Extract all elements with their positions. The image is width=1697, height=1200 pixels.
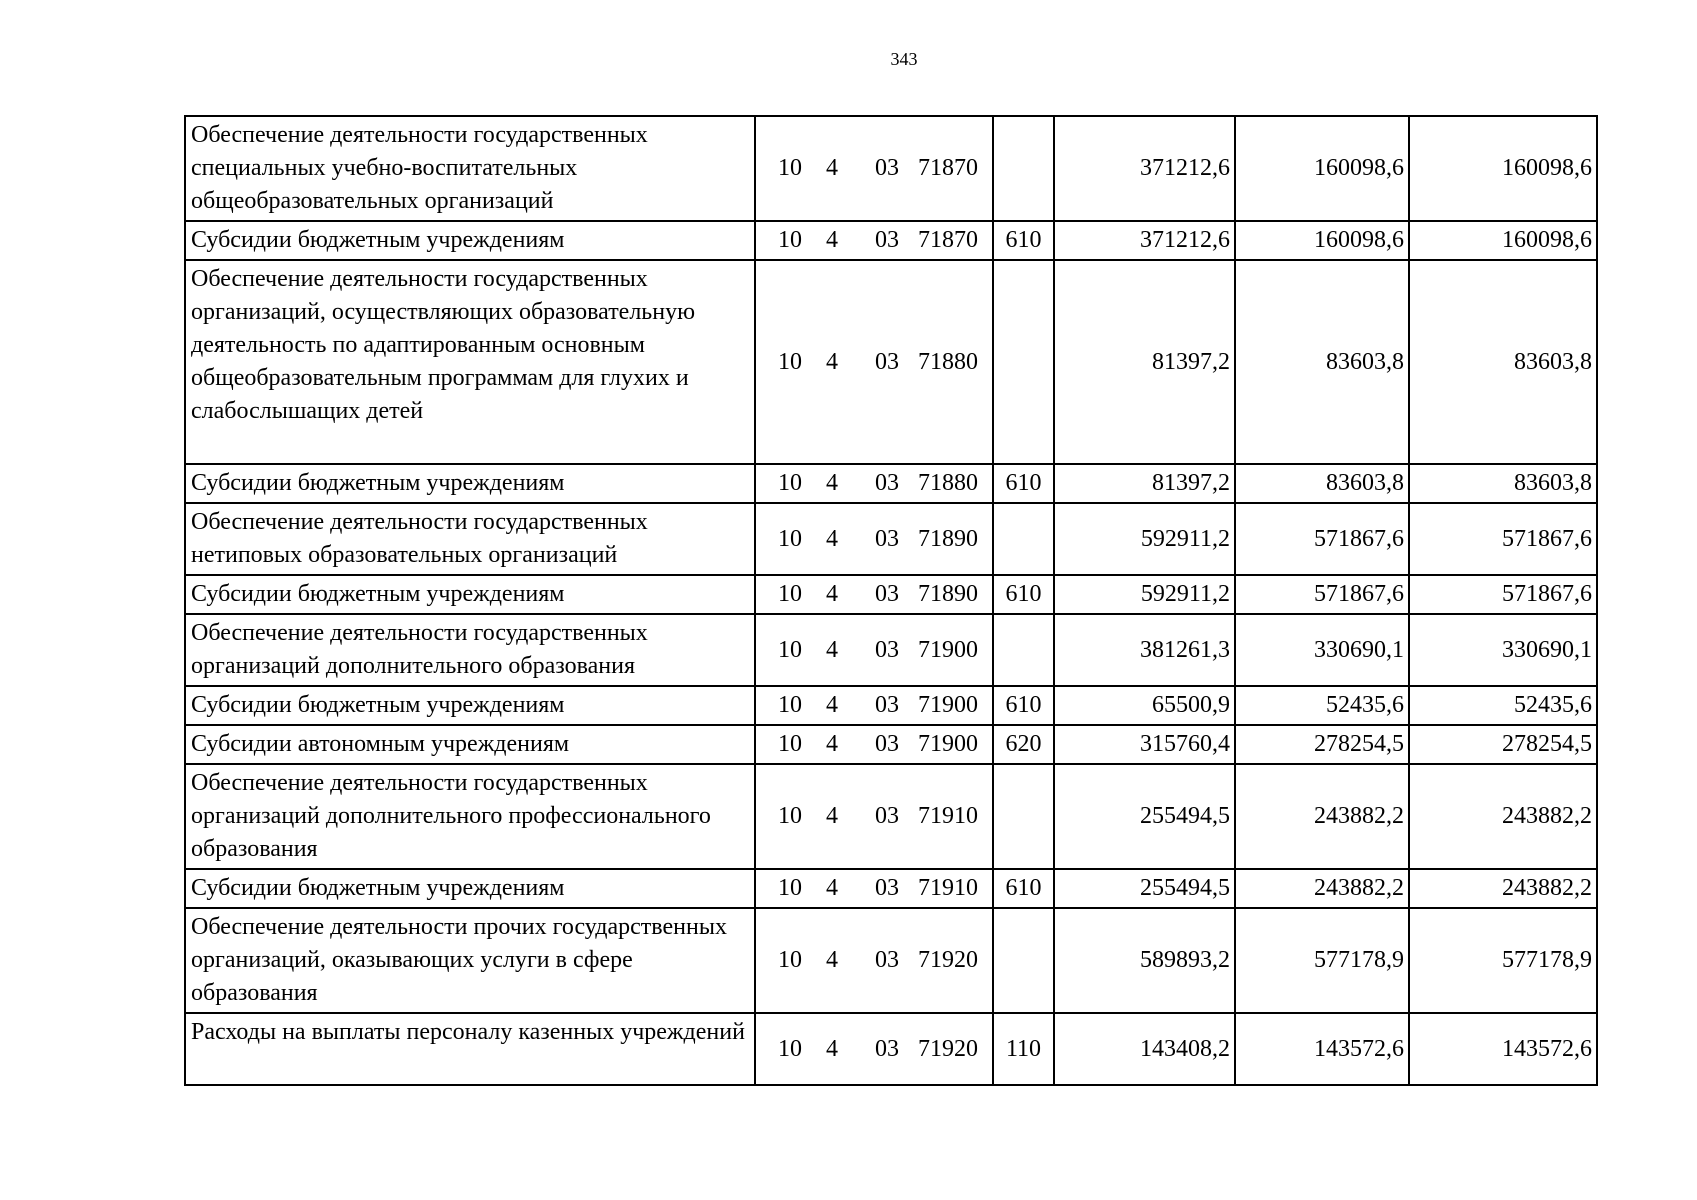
- amount-3: 571867,6: [1409, 503, 1597, 575]
- expense-type: 610: [993, 464, 1054, 503]
- row-name: Обеспечение деятельности государственных нетиповых образовательных организаций: [185, 503, 755, 575]
- code-subsection: 4: [826, 692, 838, 718]
- row-name: Субсидии бюджетным учреждениям: [185, 686, 755, 725]
- row-codes: [755, 503, 993, 575]
- code-section: 10: [778, 1035, 802, 1062]
- table-row: [185, 503, 1597, 575]
- row-codes: [755, 575, 993, 614]
- page-number: 343: [890, 49, 918, 69]
- code-section: 10: [778, 731, 802, 757]
- row-codes: [755, 614, 993, 686]
- code-direction: 71870: [918, 155, 978, 181]
- amount-3: 83603,8: [1409, 260, 1597, 464]
- amount-1: 255494,5: [1054, 764, 1235, 869]
- amount-1: 315760,4: [1054, 725, 1235, 764]
- code-direction: 71920: [918, 1035, 978, 1062]
- code-direction: 71900: [918, 731, 978, 757]
- expense-type: 620: [993, 725, 1054, 764]
- row-name: Обеспечение деятельности государственных специальных учебно-воспитательных общеобразовательных организаций: [185, 116, 755, 221]
- row-name: Обеспечение деятельности государственных организаций, осуществляющих образовательную деятельность по адаптированным основным общеобразовательным программам для глухих и слабослышащих детей: [185, 260, 755, 464]
- code-subsection: 4: [826, 803, 838, 829]
- amount-2: 571867,6: [1235, 503, 1409, 575]
- amount-3: 243882,2: [1409, 869, 1597, 908]
- code-subsection: 4: [826, 470, 838, 496]
- amount-1: 65500,9: [1054, 686, 1235, 725]
- code-section: 10: [778, 581, 802, 607]
- table-row: [185, 869, 1597, 908]
- code-direction: 71890: [918, 525, 978, 552]
- expense-type: [993, 260, 1054, 464]
- amount-3: 52435,6: [1409, 686, 1597, 725]
- amount-3: 571867,6: [1409, 575, 1597, 614]
- amount-3: 160098,6: [1409, 221, 1597, 260]
- row-name: Субсидии бюджетным учреждениям: [185, 221, 755, 260]
- code-direction: 71870: [918, 227, 978, 253]
- amount-2: 83603,8: [1235, 464, 1409, 503]
- amount-2: 330690,1: [1235, 614, 1409, 686]
- row-name: Обеспечение деятельности государственных организаций дополнительного образования: [185, 614, 755, 686]
- expense-type: 610: [993, 221, 1054, 260]
- table-row: [185, 260, 1597, 464]
- code-subsection: 4: [826, 731, 838, 757]
- table-row: [185, 614, 1597, 686]
- budget-table-body: [185, 116, 1597, 1085]
- code-program: 03: [875, 803, 899, 829]
- row-codes: [755, 725, 993, 764]
- code-subsection: 4: [826, 227, 838, 253]
- code-program: 03: [875, 581, 899, 607]
- amount-3: 278254,5: [1409, 725, 1597, 764]
- code-section: 10: [778, 947, 802, 973]
- amount-1: 381261,3: [1054, 614, 1235, 686]
- amount-2: 243882,2: [1235, 869, 1409, 908]
- amount-2: 577178,9: [1235, 908, 1409, 1013]
- amount-1: 371212,6: [1054, 221, 1235, 260]
- code-program: 03: [875, 692, 899, 718]
- code-program: 03: [875, 155, 899, 181]
- expense-type: [993, 116, 1054, 221]
- expense-type: [993, 503, 1054, 575]
- amount-2: 52435,6: [1235, 686, 1409, 725]
- row-codes: [755, 869, 993, 908]
- code-direction: 71880: [918, 348, 978, 375]
- code-program: 03: [875, 875, 899, 901]
- amount-1: 255494,5: [1054, 869, 1235, 908]
- table-row: [185, 575, 1597, 614]
- amount-2: 278254,5: [1235, 725, 1409, 764]
- expense-type: 610: [993, 869, 1054, 908]
- table-row: [185, 221, 1597, 260]
- amount-3: 330690,1: [1409, 614, 1597, 686]
- code-program: 03: [875, 947, 899, 973]
- code-subsection: 4: [826, 947, 838, 973]
- amount-3: 243882,2: [1409, 764, 1597, 869]
- amount-1: 81397,2: [1054, 464, 1235, 503]
- row-codes: [755, 764, 993, 869]
- expense-type: 110: [993, 1013, 1054, 1085]
- code-section: 10: [778, 348, 802, 375]
- table-row: [185, 116, 1597, 221]
- code-program: 03: [875, 731, 899, 757]
- row-codes: [755, 464, 993, 503]
- code-program: 03: [875, 348, 899, 375]
- amount-2: 160098,6: [1235, 221, 1409, 260]
- amount-2: 143572,6: [1235, 1013, 1409, 1085]
- code-program: 03: [875, 636, 899, 663]
- code-subsection: 4: [826, 581, 838, 607]
- code-section: 10: [778, 470, 802, 496]
- code-program: 03: [875, 1035, 899, 1062]
- table-row: [185, 764, 1597, 869]
- amount-1: 371212,6: [1054, 116, 1235, 221]
- amount-1: 143408,2: [1054, 1013, 1235, 1085]
- code-direction: 71890: [918, 581, 978, 607]
- row-codes: [755, 221, 993, 260]
- code-section: 10: [778, 636, 802, 663]
- code-subsection: 4: [826, 875, 838, 901]
- code-direction: 71920: [918, 947, 978, 973]
- code-program: 03: [875, 525, 899, 552]
- row-codes: [755, 1013, 993, 1085]
- amount-3: 83603,8: [1409, 464, 1597, 503]
- code-subsection: 4: [826, 525, 838, 552]
- amount-3: 160098,6: [1409, 116, 1597, 221]
- code-direction: 71910: [918, 803, 978, 829]
- row-codes: [755, 908, 993, 1013]
- row-name: Обеспечение деятельности государственных организаций дополнительного профессионального образования: [185, 764, 755, 869]
- code-direction: 71910: [918, 875, 978, 901]
- code-subsection: 4: [826, 636, 838, 663]
- code-subsection: 4: [826, 155, 838, 181]
- amount-1: 81397,2: [1054, 260, 1235, 464]
- expense-type: 610: [993, 686, 1054, 725]
- code-section: 10: [778, 803, 802, 829]
- row-codes: [755, 260, 993, 464]
- row-codes: [755, 116, 993, 221]
- code-section: 10: [778, 692, 802, 718]
- amount-3: 577178,9: [1409, 908, 1597, 1013]
- row-name: Расходы на выплаты персоналу казенных учреждений: [185, 1013, 755, 1085]
- expense-type: [993, 614, 1054, 686]
- table-row: [185, 908, 1597, 1013]
- code-section: 10: [778, 875, 802, 901]
- code-direction: 71900: [918, 636, 978, 663]
- code-section: 10: [778, 227, 802, 253]
- amount-2: 83603,8: [1235, 260, 1409, 464]
- code-program: 03: [875, 227, 899, 253]
- code-subsection: 4: [826, 348, 838, 375]
- code-subsection: 4: [826, 1035, 838, 1062]
- amount-3: 143572,6: [1409, 1013, 1597, 1085]
- expense-type: [993, 908, 1054, 1013]
- amount-1: 589893,2: [1054, 908, 1235, 1013]
- row-codes: [755, 686, 993, 725]
- table-row: [185, 725, 1597, 764]
- row-name: Субсидии бюджетным учреждениям: [185, 464, 755, 503]
- table-row: [185, 464, 1597, 503]
- amount-2: 160098,6: [1235, 116, 1409, 221]
- code-direction: 71900: [918, 692, 978, 718]
- table-row: [185, 686, 1597, 725]
- code-section: 10: [778, 155, 802, 181]
- amount-1: 592911,2: [1054, 503, 1235, 575]
- row-name: Субсидии бюджетным учреждениям: [185, 575, 755, 614]
- row-name: Обеспечение деятельности прочих государственных организаций, оказывающих услуги в сфере образования: [185, 908, 755, 1013]
- table-row: [185, 1013, 1597, 1085]
- amount-2: 571867,6: [1235, 575, 1409, 614]
- expense-type: [993, 764, 1054, 869]
- code-direction: 71880: [918, 470, 978, 496]
- expense-type: 610: [993, 575, 1054, 614]
- row-name: Субсидии автономным учреждениям: [185, 725, 755, 764]
- budget-table: [184, 115, 1598, 1086]
- code-section: 10: [778, 525, 802, 552]
- row-name: Субсидии бюджетным учреждениям: [185, 869, 755, 908]
- amount-2: 243882,2: [1235, 764, 1409, 869]
- code-program: 03: [875, 470, 899, 496]
- amount-1: 592911,2: [1054, 575, 1235, 614]
